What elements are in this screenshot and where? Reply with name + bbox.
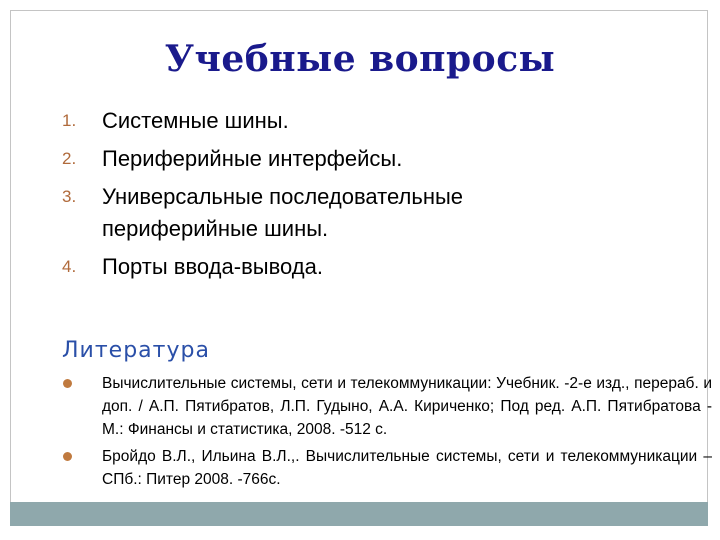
- bullet-icon: [63, 379, 72, 388]
- question-number: 4.: [62, 257, 77, 276]
- question-text: Системные шины.: [102, 108, 289, 133]
- question-text: Порты ввода-вывода.: [102, 254, 323, 279]
- bullet-icon: [63, 452, 72, 461]
- literature-text: Бройдо В.Л., Ильина В.Л.,. Вычислительные системы, сети и телекоммуникации – СПб.: Питер 2008. -766с.: [102, 448, 712, 488]
- literature-heading: Литература: [62, 338, 210, 363]
- question-item-3: [62, 181, 622, 245]
- literature-text: Вычислительные системы, сети и телекоммуникации: Учебник. -2-е изд., перераб. и доп. / А.П. Пятибратов, Л.П. Гудыно, А.А. Кириченко; Под ред. А.П. Пятибратова - М.: Финансы и статистика, 2008. -512 с.: [102, 375, 712, 438]
- question-item-4: [62, 251, 622, 283]
- questions-list: [62, 105, 622, 289]
- literature-list: [62, 372, 712, 495]
- question-number: 2.: [62, 149, 77, 168]
- question-item-2: [62, 143, 622, 175]
- question-item-1: [62, 105, 622, 137]
- question-text: Периферийные интерфейсы.: [102, 146, 403, 171]
- question-number: 1.: [62, 111, 77, 130]
- question-number: 3.: [62, 187, 77, 206]
- slide-title: Учебные вопросы: [164, 38, 556, 80]
- question-text: Универсальные последовательные периферийные шины.: [102, 184, 464, 241]
- literature-item-2: [62, 445, 712, 491]
- literature-item-1: [62, 372, 712, 441]
- footer-bar: [10, 502, 708, 526]
